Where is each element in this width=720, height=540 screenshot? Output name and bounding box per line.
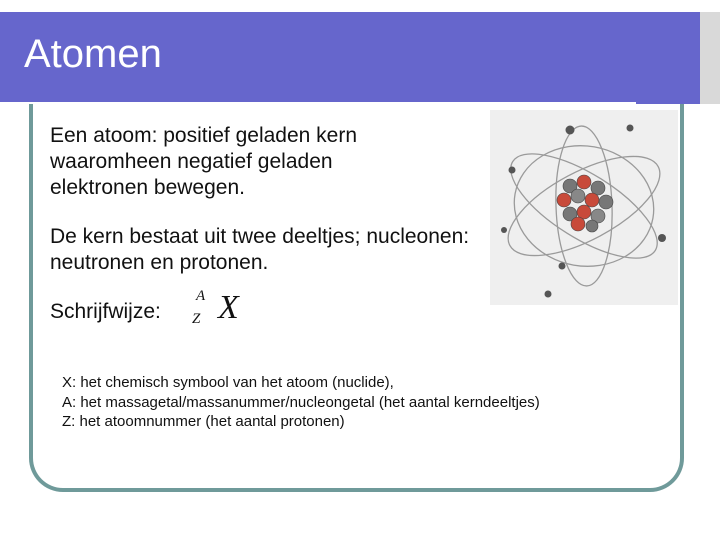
atom-model-icon <box>490 110 678 305</box>
title-bar <box>0 12 710 104</box>
slide-title: Atomen <box>24 32 162 76</box>
legend-line-a: A: het massagetal/massanummer/nucleongetal (het aantal kerndeeltjes) <box>62 393 540 411</box>
notation-label: Schrijfwijze: <box>50 300 161 323</box>
title-bar-edge <box>700 12 720 104</box>
atom-definition-text: Een atoom: positief geladen kern waaromheen negatief geladen elektronen bewegen. <box>50 124 358 199</box>
element-symbol: X <box>218 289 239 326</box>
nuclide-notation <box>192 288 252 336</box>
nucleus-definition-text: De kern bestaat uit twee deeltjes; nucleonen: neutronen en protonen. <box>50 225 470 274</box>
legend-line-z: Z: het atoomnummer (het aantal protonen) <box>62 413 345 430</box>
atomic-number-symbol: Z <box>192 311 201 327</box>
notation-legend <box>62 373 662 432</box>
mass-number-symbol: A <box>196 288 206 304</box>
legend-line-x: X: het chemisch symbool van het atoom (nuclide), <box>62 374 394 391</box>
atom-model-image <box>490 110 678 305</box>
